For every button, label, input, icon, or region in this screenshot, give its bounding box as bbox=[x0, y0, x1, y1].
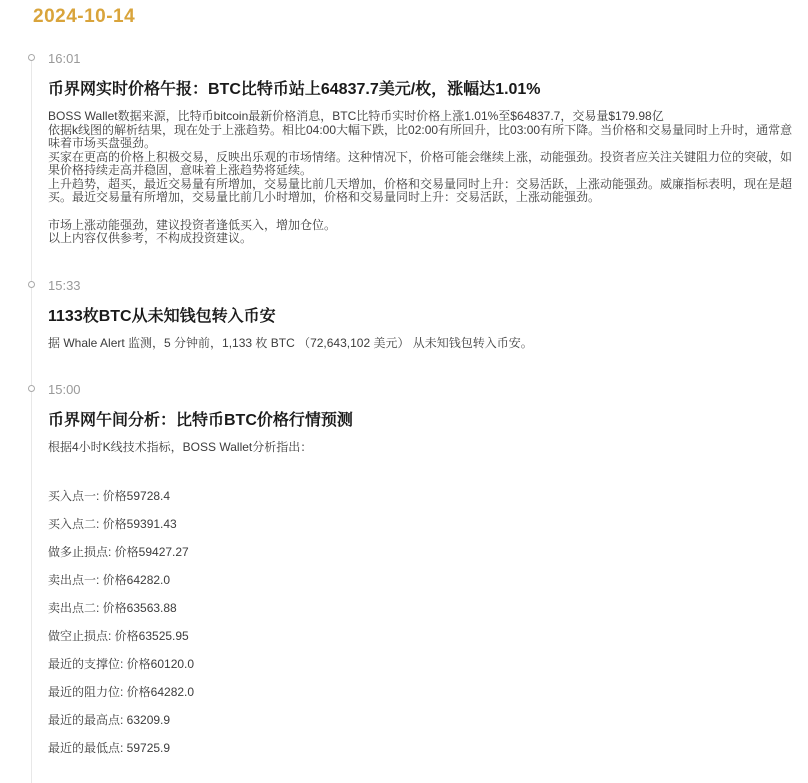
entry-paragraph: 上升趋势，超买，最近交易量有所增加，交易量比前几天增加，价格和交易量同时上升：交易活跃，上涨动能强劲。威廉指标表明，现在是超买。最近交易量有所增加，交易量比前几小时增加，价格和交易量同时上升：交易活跃，上涨动能强劲。 bbox=[48, 176, 793, 204]
analysis-point: 卖出点二: 价格63563.88 bbox=[48, 600, 177, 615]
entry-paragraph: 买家在更高的价格上积极交易，反映出乐观的市场情绪。这种情况下，价格可能会继续上涨，动能强劲。投资者应关注关键阻力位的突破，如果价格持续走高并稳固，意味着上涨趋势将延续。 bbox=[48, 149, 793, 177]
timeline-entry bbox=[31, 382, 798, 755]
analysis-intro: 根据4小时K线技术指标，BOSS Wallet分析指出： bbox=[48, 440, 313, 454]
timeline-dot-icon bbox=[28, 281, 35, 288]
analysis-point: 最近的支撑位: 价格60120.0 bbox=[48, 656, 195, 671]
analysis-point: 买入点二: 价格59391.43 bbox=[48, 516, 177, 531]
entry-paragraph: 据 Whale Alert 监测，5 分钟前，1,133 枚 BTC （72,643,102 美元） 从未知钱包转入币安。 bbox=[48, 335, 533, 350]
entry-title[interactable]: 1133枚BTC从未知钱包转入币安 bbox=[48, 307, 276, 325]
analysis-point: 最近的最低点: 59725.9 bbox=[48, 740, 171, 755]
analysis-point: 卖出点一: 价格64282.0 bbox=[48, 572, 171, 587]
entry-timestamp: 15:33 bbox=[48, 277, 81, 293]
entry-title[interactable]: 币界网午间分析：比特币BTC价格行情预测 bbox=[48, 412, 353, 429]
analysis-point: 最近的最高点: 63209.9 bbox=[48, 712, 171, 727]
timeline-entry bbox=[31, 278, 798, 351]
entry-paragraph: 依据k线图的解析结果，现在处于上涨趋势。相比04:00大幅下跌，比02:00有所回升，比03:00有所下降。当价格和交易量同时上升时，通常意味着市场买盘强劲。 bbox=[48, 122, 793, 150]
analysis-point: 最近的阻力位: 价格64282.0 bbox=[48, 684, 195, 699]
entry-timestamp: 16:01 bbox=[48, 51, 81, 66]
timeline-dot-icon bbox=[28, 385, 35, 392]
analysis-point: 买入点一: 价格59728.4 bbox=[48, 488, 171, 503]
entry-paragraph: 以上内容仅供参考，不构成投资建议。 bbox=[48, 231, 253, 245]
date-header: 2024-10-14 bbox=[33, 6, 136, 27]
entry-paragraph: 市场上涨动能强劲，建议投资者逢低买入，增加仓位。 bbox=[48, 217, 337, 232]
analysis-point: 做多止损点: 价格59427.27 bbox=[48, 544, 189, 559]
entry-body bbox=[48, 110, 798, 246]
timeline-entry bbox=[31, 51, 798, 246]
timeline-dot-icon bbox=[28, 54, 35, 61]
analysis-points bbox=[48, 489, 798, 755]
entry-body bbox=[48, 441, 798, 755]
entry-body bbox=[48, 337, 798, 351]
entry-title[interactable]: 币界网实时价格午报：BTC比特币站上64837.7美元/枚，涨幅达1.01% bbox=[48, 81, 541, 98]
analysis-point: 做空止损点: 价格63525.95 bbox=[48, 628, 189, 643]
entry-paragraph: BOSS Wallet数据来源，比特币bitcoin最新价格消息，BTC比特币实时价格上涨1.01%至$64837.7，交易量$179.98亿 bbox=[48, 109, 664, 123]
entry-timestamp: 15:00 bbox=[48, 382, 81, 397]
news-timeline bbox=[31, 51, 798, 755]
